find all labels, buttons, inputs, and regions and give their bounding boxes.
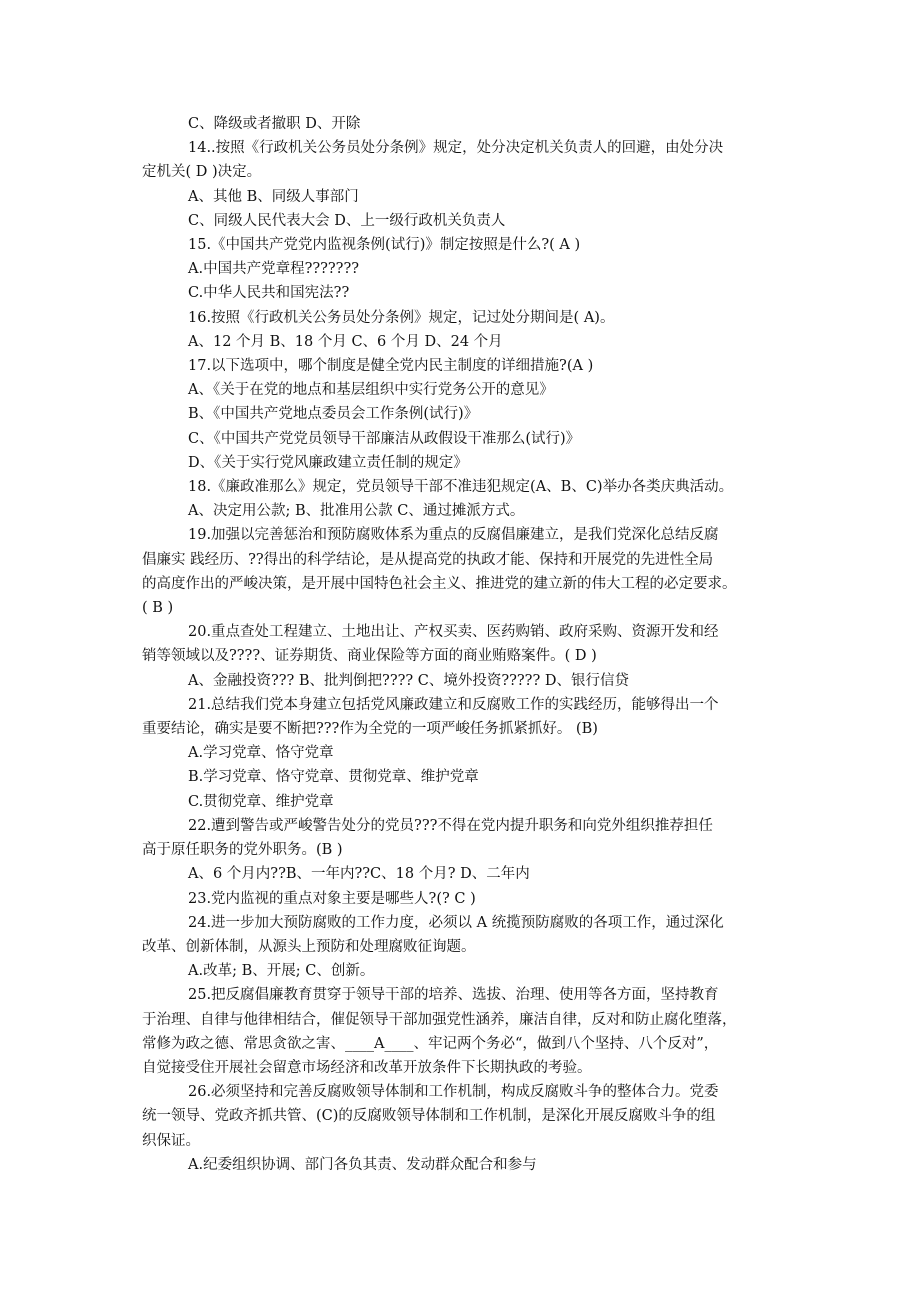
text-line: 高于原任职务的党外职务。(B ): [142, 842, 343, 859]
text-line: B.学习党章、恪守党章、贯彻党章、维护党章: [188, 769, 479, 786]
text-line: C、《中国共产党党员领导干部廉洁从政假设干准那么(试行)》: [188, 430, 581, 447]
text-line: C、降级或者撤职 D、开除: [188, 116, 361, 132]
text-line: 倡廉实 践经历、??得出的科学结论，是从提高党的执政才能、保持和开展党的先进性全局: [142, 551, 714, 568]
text-line: 24.进一步加大预防腐败的工作力度，必须以 A 统揽预防腐败的各项工作，通过深化: [188, 914, 724, 931]
text-line: 23.党内监视的重点对象主要是哪些人?(? C ): [188, 890, 476, 907]
text-line: A、决定用公款; B、批准用公款 C、通过摊派方式。: [188, 503, 525, 520]
text-line: A.中国共产党章程???????: [188, 261, 359, 278]
text-line: 重要结论，确实是要不断把???作为全党的一项严峻任务抓紧抓好。 (B): [142, 721, 598, 738]
text-line: 17.以下选项中，哪个制度是健全党内民主制度的详细措施?(A ): [188, 358, 594, 375]
text-line: 定机关( D )决定。: [142, 164, 262, 181]
text-line: D、《关于实行党风廉政建立责任制的规定》: [188, 454, 468, 471]
text-line: C、同级人民代表大会 D、上一级行政机关负责人: [188, 212, 506, 229]
text-line: 于治理、自律与他律相结合，催促领导干部加强党性涵养，廉洁自律，反对和防止腐化堕落，: [142, 1011, 737, 1028]
text-line: 14..按照《行政机关公务员处分条例》规定，处分决定机关负责人的回避，由处分决: [188, 140, 724, 157]
text-line: C.贯彻党章、维护党章: [188, 793, 334, 810]
text-line: ( B ): [142, 600, 174, 617]
text-line: 21.总结我们党本身建立包括党风廉政建立和反腐败工作的实践经历，能够得出一个: [188, 696, 719, 713]
text-line: A、金融投资??? B、批判倒把???? C、境外投资????? D、银行信贷: [188, 672, 629, 689]
text-line: A.纪委组织协调、部门各负其责、发动群众配合和参与: [188, 1156, 537, 1173]
text-line: A、《关于在党的地点和基层组织中实行党务公开的意见》: [188, 382, 554, 399]
text-line: 统一领导、党政齐抓共管、(C)的反腐败领导体制和工作机制，是深化开展反腐败斗争的组: [142, 1108, 716, 1125]
text-line: 改革、创新体制，从源头上预防和处理腐败征询题。: [142, 938, 476, 955]
text-line: 自觉接受住开展社会留意市场经济和改革开放条件下长期执政的考验。: [142, 1059, 592, 1076]
text-line: A.学习党章、恪守党章: [188, 745, 334, 762]
text-line: C.中华人民共和国宪法??: [188, 285, 350, 302]
text-line: 销等领域以及????、证券期货、商业保险等方面的商业贿赂案件。( D ): [142, 648, 597, 665]
text-line: 25.把反腐倡廉教育贯穿于领导干部的培养、选拔、治理、使用等各方面，坚持教育: [188, 987, 719, 1004]
text-line: 常修为政之德、常思贪欲之害、____A____、牢记两个务必“，做到八个坚持、八个反对”，: [142, 1035, 719, 1052]
document-body: [142, 112, 782, 1177]
text-line: B、《中国共产党地点委员会工作条例(试行)》: [188, 406, 479, 423]
text-line: A.改革; B、开展; C、创新。: [188, 963, 375, 980]
text-line: 20.重点查处工程建立、土地出让、产权买卖、医药购销、政府采购、资源开发和经: [188, 624, 719, 641]
text-line: 26.必须坚持和完善反腐败领导体制和工作机制，构成反腐败斗争的整体合力。党委: [188, 1084, 719, 1101]
text-line: 18.《廉政准那么》规定，党员领导干部不准违犯规定(A、B、C)举办各类庆典活动。: [188, 479, 734, 496]
text-line: A、6 个月内??B、一年内??C、18 个月? D、二年内: [188, 866, 530, 883]
text-line: 15.《中国共产党党内监视条例(试行)》制定按照是什么?( A ): [188, 237, 581, 254]
text-line: 19.加强以完善惩治和预防腐败体系为重点的反腐倡廉建立，是我们党深化总结反腐: [188, 527, 719, 544]
text-line: A、12 个月 B、18 个月 C、6 个月 D、24 个月: [188, 333, 503, 350]
text-line: 22.遭到警告或严峻警告处分的党员???不得在党内提升职务和向党外组织推荐担任: [188, 817, 713, 834]
text-line: 16.按照《行政机关公务员处分条例》规定，记过处分期间是( A)。: [188, 309, 615, 326]
text-line: A、其他 B、同级人事部门: [188, 188, 359, 205]
text-line: 的高度作出的严峻决策，是开展中国特色社会主义、推进党的建立新的伟大工程的必定要求。: [142, 575, 737, 592]
text-line: 织保证。: [142, 1132, 200, 1149]
